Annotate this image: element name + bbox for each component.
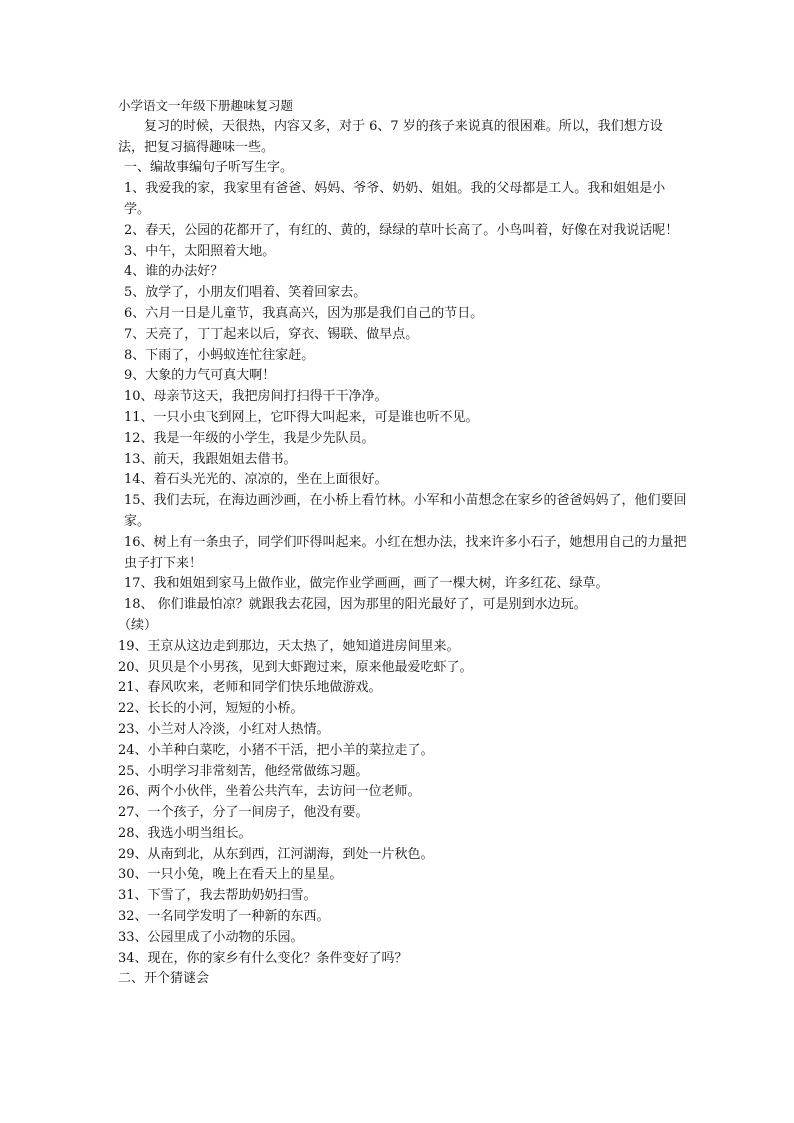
section-heading-2: 二、开个猜谜会 (118, 971, 210, 987)
list-item: 24、小羊种白菜吃，小猪不干活，把小羊的菜拉走了。 (118, 742, 434, 758)
list-item: 33、公园里成了小动物的乐园。 (118, 929, 304, 945)
list-item: 10、母亲节这天，我把房间打扫得干干净净。 (124, 389, 388, 405)
list-item: 18、 你们谁最怕凉？就跟我去花园，因为那里的阳光最好了，可是别到水边玩。 (124, 597, 587, 613)
list-item: 3、中午，太阳照着大地。 (124, 243, 276, 259)
sentence-list-b (118, 637, 688, 970)
list-item: 12、我是一年级的小学生，我是少先队员。 (124, 430, 375, 446)
continued-label: （续） (118, 617, 158, 633)
list-item: 6、六月一日是儿童节，我真高兴，因为那是我们自己的节日。 (124, 305, 484, 321)
list-item: 23、小兰对人冷淡，小红对人热情。 (118, 721, 330, 737)
list-item: 20、贝贝是个小男孩，见到大虾跑过来，原来他最爱吃虾了。 (118, 659, 473, 675)
list-item: 34、现在，你的家乡有什么变化？条件变好了吗？ (118, 950, 408, 966)
intro-paragraph: 复习的时候，天很热，内容又多，对于 6、7 岁的孩子来说真的很困难。所以，我们想方设法，把复习搞得趣味一些。 (118, 118, 663, 155)
list-item: 21、春风吹来，老师和同学们快乐地做游戏。 (118, 680, 382, 696)
list-item: 7、天亮了，丁丁起来以后，穿衣、锡联、做早点。 (124, 326, 419, 342)
list-item: 25、小明学习非常刻苦，他经常做练习题。 (118, 763, 369, 779)
document-page (118, 96, 688, 990)
document-title: 小学语文一年级下册趣味复习题 (118, 98, 294, 113)
list-item: 14、着石头光光的、凉凉的，坐在上面很好。 (124, 472, 388, 488)
list-item: 9、大象的力气可真大啊！ (124, 368, 276, 384)
list-item: 31、下雪了，我去帮助奶奶扫雪。 (118, 888, 317, 904)
list-item: 5、放学了，小朋友们唱着、笑着回家去。 (124, 285, 367, 301)
list-item: 32、一名同学发明了一种新的东西。 (118, 909, 330, 925)
list-item: 30、一只小兔，晚上在看天上的星星。 (118, 867, 343, 883)
list-item: 19、王京从这边走到那边，天太热了，她知道进房间里来。 (118, 638, 460, 654)
section-heading-1: 一、编故事编句子听写生字。 (124, 160, 294, 176)
list-item: 8、下雨了，小蚂蚁连忙往家赶。 (124, 347, 315, 363)
list-item: 26、两个小伙伴，坐着公共汽车，去访问一位老师。 (118, 784, 421, 800)
list-item: 2、春天，公园的花都开了，有红的、黄的，绿绿的草叶长高了。小鸟叫着，好像在对我说话呢！ (124, 222, 679, 238)
list-item: 13、前天，我跟姐姐去借书。 (124, 451, 297, 467)
list-item: 22、长长的小河，短短的小桥。 (118, 701, 304, 717)
list-item: 28、我选小明当组长。 (118, 825, 252, 841)
sentence-list-a (118, 179, 688, 616)
list-item: 15、我们去玩，在海边画沙画，在小桥上看竹林。小军和小苗想念在家乡的爸爸妈妈了，他们要回家。 (124, 493, 687, 529)
list-item: 17、我和姐姐到家马上做作业，做完作业学画画，画了一棵大树，许多红花、绿草。 (124, 576, 609, 592)
list-item: 4、谁的办法好？ (124, 264, 224, 280)
list-item: 11、一只小虫飞到网上，它吓得大叫起来，可是谁也听不见。 (124, 409, 479, 425)
list-item: 16、树上有一条虫子，同学们吓得叫起来。小红在想办法，找来许多小石子，她想用自己的力量把虫子打下来！ (124, 534, 687, 571)
list-item: 1、我爱我的家，我家里有爸爸、妈妈、爷爷、奶奶、姐姐。我的父母都是工人。我和姐姐是小学。 (124, 181, 666, 217)
list-item: 27、一个孩子，分了一间房子，他没有要。 (118, 805, 369, 821)
list-item: 29、从南到北，从东到西，江河湖海，到处一片秋色。 (118, 846, 434, 862)
